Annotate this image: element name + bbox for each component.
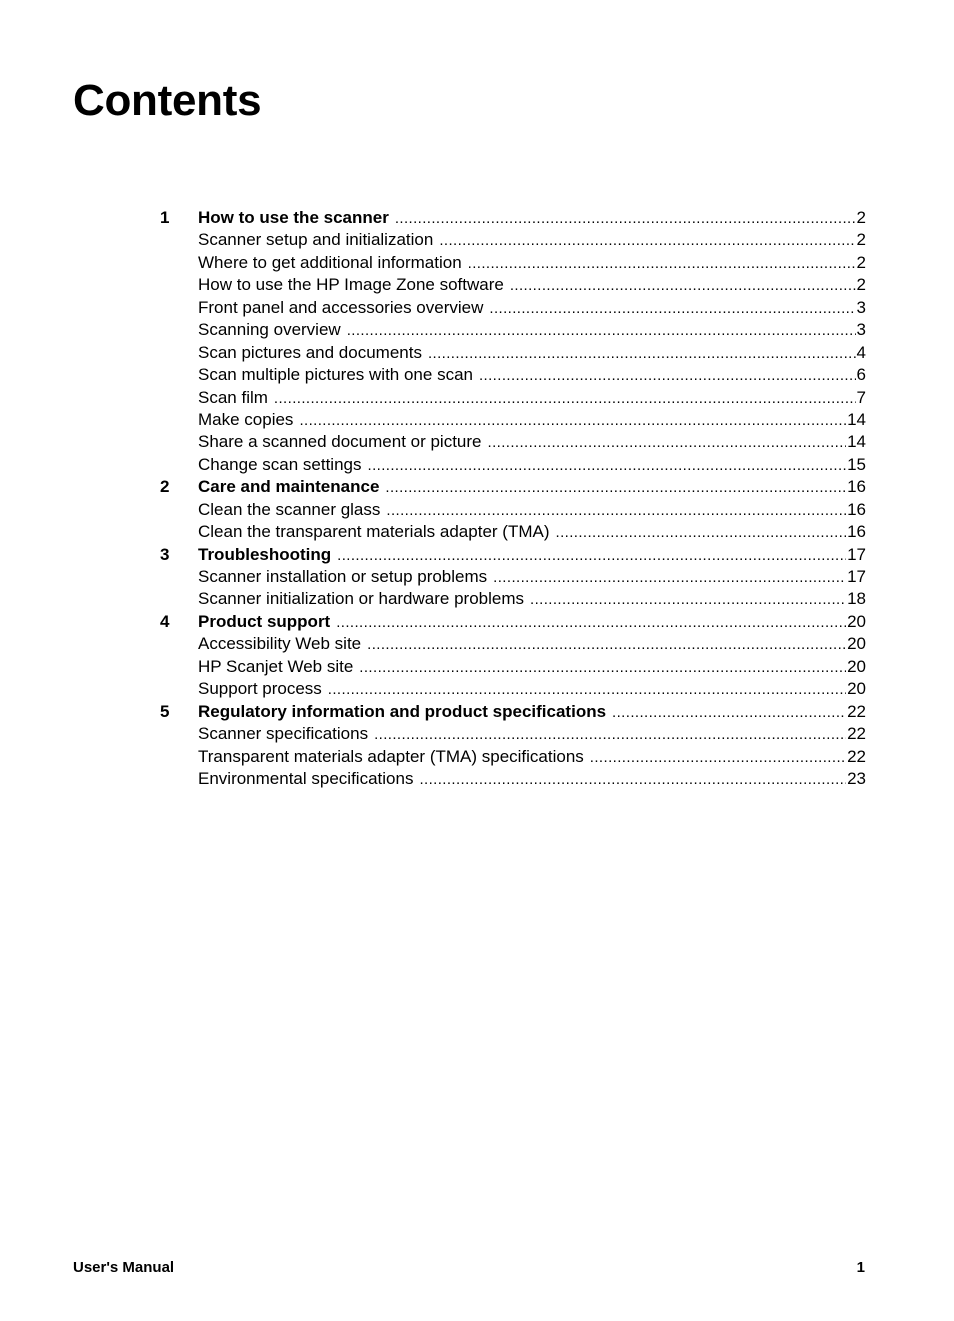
toc-dot-leader — [488, 432, 847, 454]
toc-section-entry[interactable] — [160, 319, 866, 341]
toc-entry-title: Front panel and accessories overview — [198, 297, 484, 317]
footer-page-number: 1 — [856, 1259, 865, 1276]
toc-page-number: 20 — [847, 656, 866, 676]
toc-chapter-number: 2 — [160, 477, 170, 497]
toc-dot-leader — [374, 724, 846, 746]
toc-entry-title: Clean the scanner glass — [198, 499, 381, 519]
toc-entry-title: Scanner initialization or hardware problems — [198, 589, 524, 609]
toc-page-number: 3 — [856, 320, 866, 340]
toc-section-entry[interactable] — [160, 723, 866, 745]
toc-dot-leader — [395, 208, 856, 230]
toc-section-entry[interactable] — [160, 364, 866, 386]
toc-chapter-entry[interactable] — [160, 207, 866, 229]
toc-dot-leader — [590, 747, 846, 769]
toc-dot-leader — [439, 230, 855, 252]
toc-section-entry[interactable] — [160, 521, 866, 543]
toc-page-number: 15 — [847, 454, 866, 474]
toc-dot-leader — [428, 343, 856, 365]
toc-entry-title: Change scan settings — [198, 454, 362, 474]
toc-page-number: 7 — [856, 387, 866, 407]
toc-dot-leader — [530, 589, 846, 611]
toc-section-entry[interactable] — [160, 746, 866, 768]
toc-page-number: 6 — [856, 365, 866, 385]
toc-section-entry[interactable] — [160, 633, 866, 655]
toc-entry-title: Environmental specifications — [198, 768, 414, 788]
toc-entry-title: How to use the scanner — [198, 208, 389, 227]
toc-page-number: 23 — [847, 768, 866, 788]
toc-section-entry[interactable] — [160, 274, 866, 296]
page-title: Contents — [73, 76, 262, 125]
toc-page-number: 22 — [847, 746, 866, 766]
toc-entry-title: Scan film — [198, 387, 268, 407]
toc-entry-title: Support process — [198, 679, 322, 699]
toc-page-number: 16 — [847, 522, 866, 542]
toc-entry-title: Transparent materials adapter (TMA) specifications — [198, 746, 584, 766]
toc-section-entry[interactable] — [160, 588, 866, 610]
toc-dot-leader — [489, 298, 855, 320]
toc-section-entry[interactable] — [160, 252, 866, 274]
toc-dot-leader — [386, 500, 846, 522]
toc-dot-leader — [368, 455, 847, 477]
toc-page-number: 18 — [847, 589, 866, 609]
toc-chapter-entry[interactable] — [160, 544, 866, 566]
toc-dot-leader — [347, 320, 856, 342]
toc-chapter-number: 4 — [160, 611, 170, 631]
toc-dot-leader — [299, 410, 846, 432]
toc-dot-leader — [359, 657, 846, 679]
toc-page-number: 22 — [847, 701, 866, 721]
toc-chapter-number: 5 — [160, 701, 170, 721]
toc-page-number: 14 — [847, 409, 866, 429]
toc-page-number: 16 — [847, 477, 866, 497]
toc-page-number: 17 — [847, 567, 866, 586]
toc-page-number: 2 — [856, 275, 866, 295]
toc-dot-leader — [556, 522, 847, 544]
toc-chapter-entry[interactable] — [160, 476, 866, 498]
toc-entry-title: HP Scanjet Web site — [198, 656, 354, 676]
toc-dot-leader — [337, 545, 846, 567]
toc-entry-title: Regulatory information and product specifications — [198, 701, 607, 721]
toc-section-entry[interactable] — [160, 499, 866, 521]
toc-chapter-entry[interactable] — [160, 611, 866, 633]
toc-dot-leader — [510, 275, 856, 297]
toc-page-number: 14 — [847, 432, 866, 452]
toc-entry-title: Scan pictures and documents — [198, 342, 422, 362]
toc-entry-title: Scanner setup and initialization — [198, 230, 434, 250]
toc-section-entry[interactable] — [160, 431, 866, 453]
toc-chapter-number: 1 — [160, 208, 170, 227]
toc-page-number: 2 — [856, 230, 866, 250]
footer-manual-label: User's Manual — [73, 1259, 175, 1276]
toc-entry-title: Troubleshooting — [198, 544, 332, 564]
toc-dot-leader — [336, 612, 846, 634]
toc-section-entry[interactable] — [160, 297, 866, 319]
toc-section-entry[interactable] — [160, 229, 866, 251]
toc-dot-leader — [328, 679, 846, 701]
toc-section-entry[interactable] — [160, 678, 866, 700]
toc-dot-leader — [367, 634, 846, 656]
toc-dot-leader — [385, 477, 846, 499]
toc-entry-title: How to use the HP Image Zone software — [198, 275, 504, 295]
toc-section-entry[interactable] — [160, 454, 866, 476]
toc-dot-leader — [493, 567, 846, 589]
toc-dot-leader — [274, 388, 856, 410]
toc-entry-title: Where to get additional information — [198, 252, 462, 272]
toc-entry-title: Scan multiple pictures with one scan — [198, 365, 473, 385]
toc-page-number: 2 — [856, 252, 866, 272]
toc-section-entry[interactable] — [160, 409, 866, 431]
toc-chapter-number: 3 — [160, 544, 170, 564]
toc-dot-leader — [612, 702, 846, 724]
toc-page-number: 20 — [847, 634, 866, 654]
toc-page-number: 4 — [856, 342, 866, 362]
toc-page-number: 17 — [847, 544, 866, 564]
toc-entry-title: Scanner installation or setup problems — [198, 567, 488, 586]
toc-page-number: 20 — [847, 679, 866, 699]
table-of-contents — [160, 207, 866, 790]
toc-chapter-entry[interactable] — [160, 701, 866, 723]
toc-entry-title: Accessibility Web site — [198, 634, 362, 654]
toc-entry-title: Product support — [198, 611, 331, 631]
toc-page-number: 16 — [847, 499, 866, 519]
toc-entry-title: Clean the transparent materials adapter (TMA) — [198, 522, 550, 542]
toc-dot-leader — [479, 365, 856, 387]
toc-page-number: 22 — [847, 724, 866, 744]
toc-page-number: 3 — [856, 297, 866, 317]
toc-page-number: 20 — [847, 611, 866, 631]
toc-entry-title: Scanner specifications — [198, 724, 369, 744]
toc-section-entry[interactable] — [160, 656, 866, 678]
toc-section-entry[interactable] — [160, 342, 866, 364]
toc-dot-leader — [468, 253, 856, 275]
toc-section-entry[interactable] — [160, 768, 866, 790]
toc-entry-title: Care and maintenance — [198, 477, 380, 497]
toc-dot-leader — [419, 769, 846, 791]
toc-page-number: 2 — [856, 208, 866, 227]
toc-entry-title: Make copies — [198, 409, 294, 429]
toc-entry-title: Share a scanned document or picture — [198, 432, 482, 452]
toc-section-entry[interactable] — [160, 566, 866, 588]
toc-entry-title: Scanning overview — [198, 320, 341, 340]
toc-section-entry[interactable] — [160, 387, 866, 409]
